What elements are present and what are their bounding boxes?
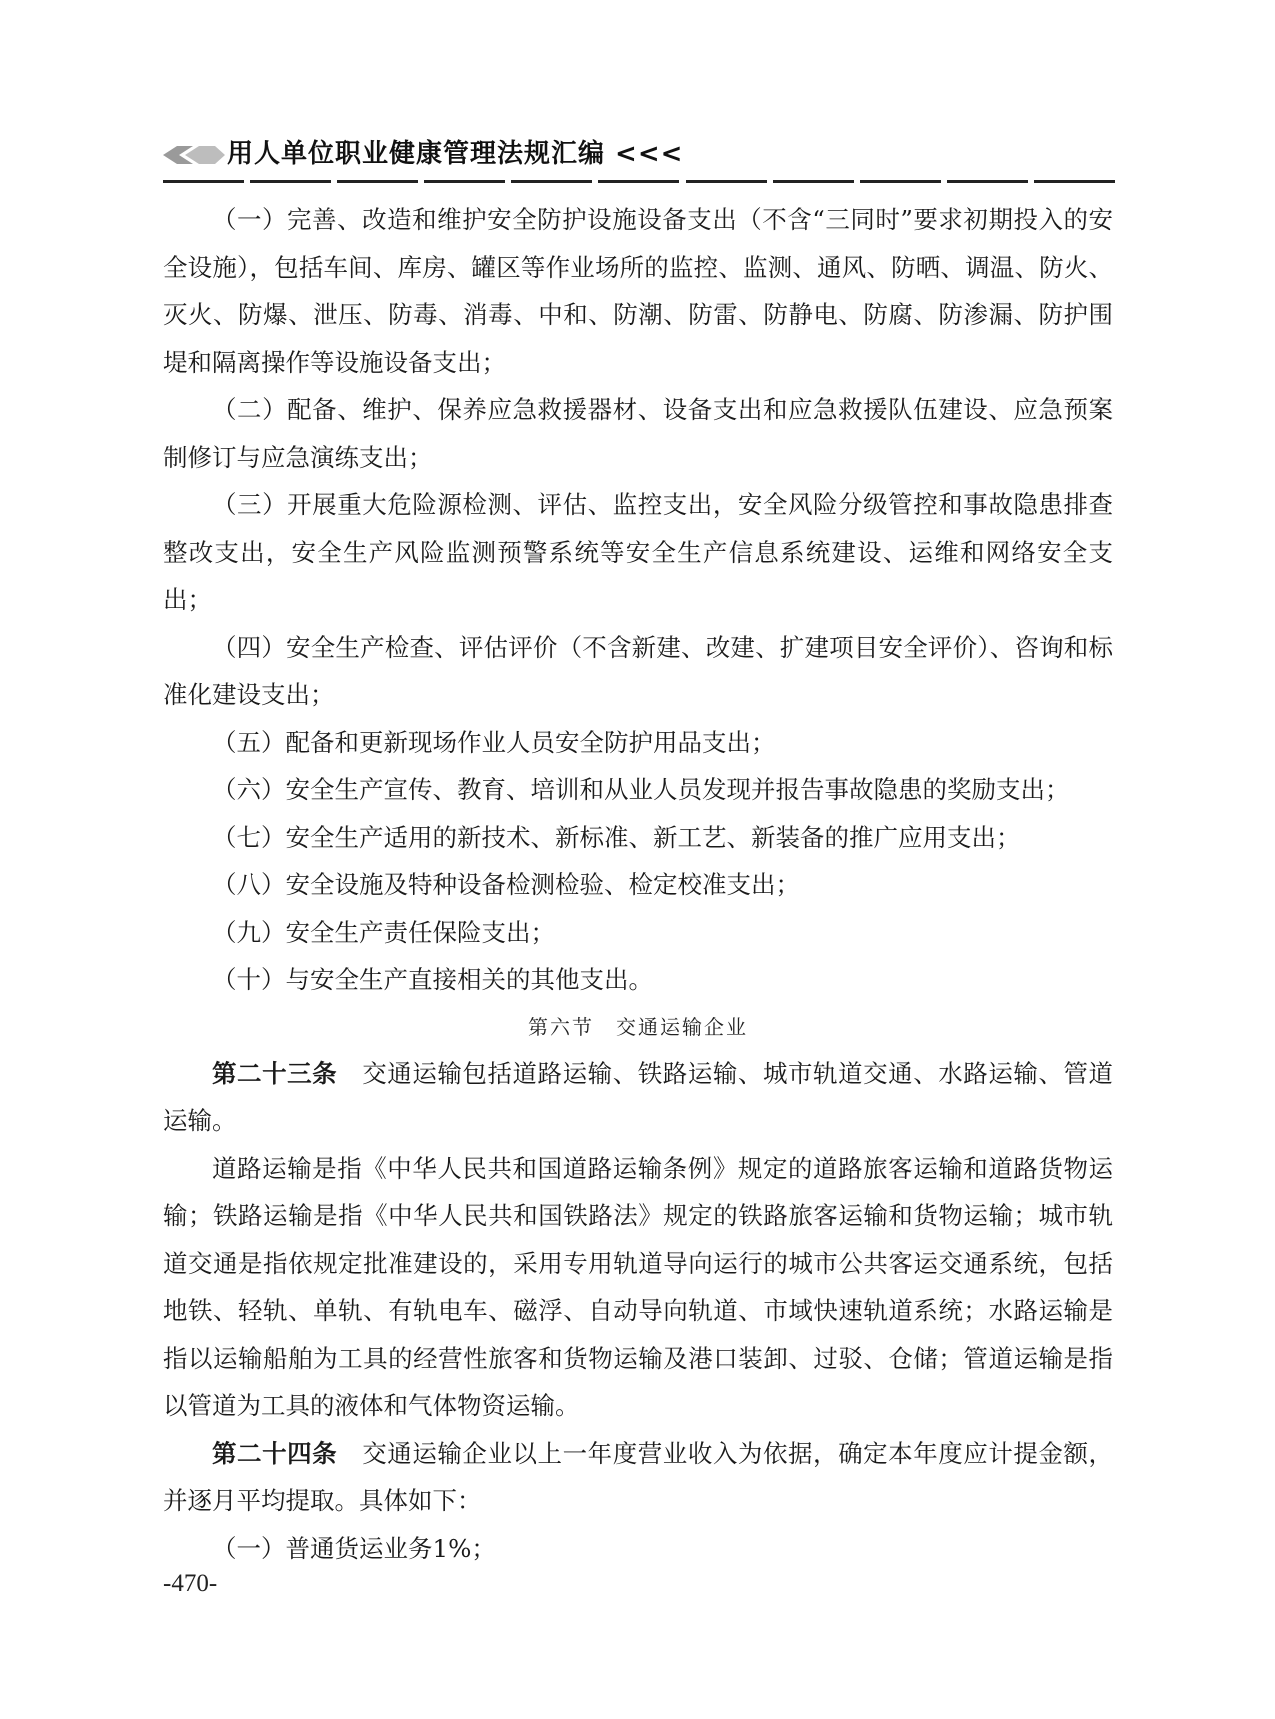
header-dashed-rule (163, 180, 1115, 183)
item-2-paragraph: （二）配备、维护、保养应急救援器材、设备支出和应急救援队伍建设、应急预案制修订与应急演练支出； (163, 395, 1113, 472)
article-24-number: 第二十四条 (212, 1438, 338, 1468)
item-8-paragraph: （八）安全设施及特种设备检测检验、检定校准支出； (212, 870, 800, 899)
article-23-text: 交通运输包括道路运输、铁路运输、城市轨道交通、水路运输、管道运输。 (163, 1058, 1114, 1135)
running-header-title: 用人单位职业健康管理法规汇编 <<< (227, 139, 684, 169)
item-1-paragraph: （一）完善、改造和维护安全防护设施设备支出（不含“三同时”要求初期投入的安全设施），包括车间、库房、罐区等作业场所的监控、监测、通风、防晒、调温、防火、灭火、防爆、泄压、防毒、消毒、中和、防潮、防雷、防静电、防腐、防渗漏、防护围堤和隔离操作等设施设备支出； (163, 205, 1113, 377)
item-10-paragraph: （十）与安全生产直接相关的其他支出。 (212, 965, 653, 994)
article-24-paragraph (163, 1430, 1113, 1525)
article-24-item-1-paragraph: （一）普通货运业务1%； (212, 1533, 496, 1563)
article-24-text: 交通运输企业以上一年度营业收入为依据，确定本年度应计提金额，并逐月平均提取。具体如下： (163, 1438, 1114, 1515)
article-23-number: 第二十三条 (212, 1058, 338, 1088)
item-6-paragraph: （六）安全生产宣传、教育、培训和从业人员发现并报告事故隐患的奖励支出； (212, 775, 1070, 804)
article-23-paragraph (163, 1050, 1113, 1145)
double-arrow-icon (163, 144, 225, 166)
item-9-paragraph: （九）安全生产责任保险支出； (212, 917, 555, 947)
item-7-paragraph: （七）安全生产适用的新技术、新标准、新工艺、新装备的推广应用支出； (212, 822, 1021, 852)
article-23-definitions-paragraph: 道路运输是指《中华人民共和国道路运输条例》规定的道路旅客运输和道路货物运输；铁路运输是指《中华人民共和国铁路法》规定的铁路旅客运输和货物运输；城市轨道交通是指依规定批准建设的，采用专用轨道导向运行的城市公共客运交通系统，包括地铁、轻轨、单轨、有轨电车、磁浮、自动导向轨道、市域快速轨道系统；水路运输是指以运输船舶为工具的经营性旅客和货物运输及港口装卸、过驳、仓储；管道运输是指以管道为工具的液体和气体物资运输。 (163, 1153, 1113, 1420)
running-header (163, 136, 1115, 184)
page-number: -470- (163, 1570, 218, 1597)
page-body (163, 196, 1113, 1572)
item-3-paragraph: （三）开展重大危险源检测、评估、监控支出，安全风险分级管控和事故隐患排查整改支出，安全生产风险监测预警系统等安全生产信息系统建设、运维和网络安全支出； (163, 490, 1113, 614)
item-5-paragraph: （五）配备和更新现场作业人员安全防护用品支出； (212, 727, 776, 757)
section-heading: 第六节 交通运输企业 (528, 1014, 748, 1039)
item-4-paragraph: （四）安全生产检查、评估评价（不含新建、改建、扩建项目安全评价）、咨询和标准化建设支出； (163, 632, 1113, 709)
